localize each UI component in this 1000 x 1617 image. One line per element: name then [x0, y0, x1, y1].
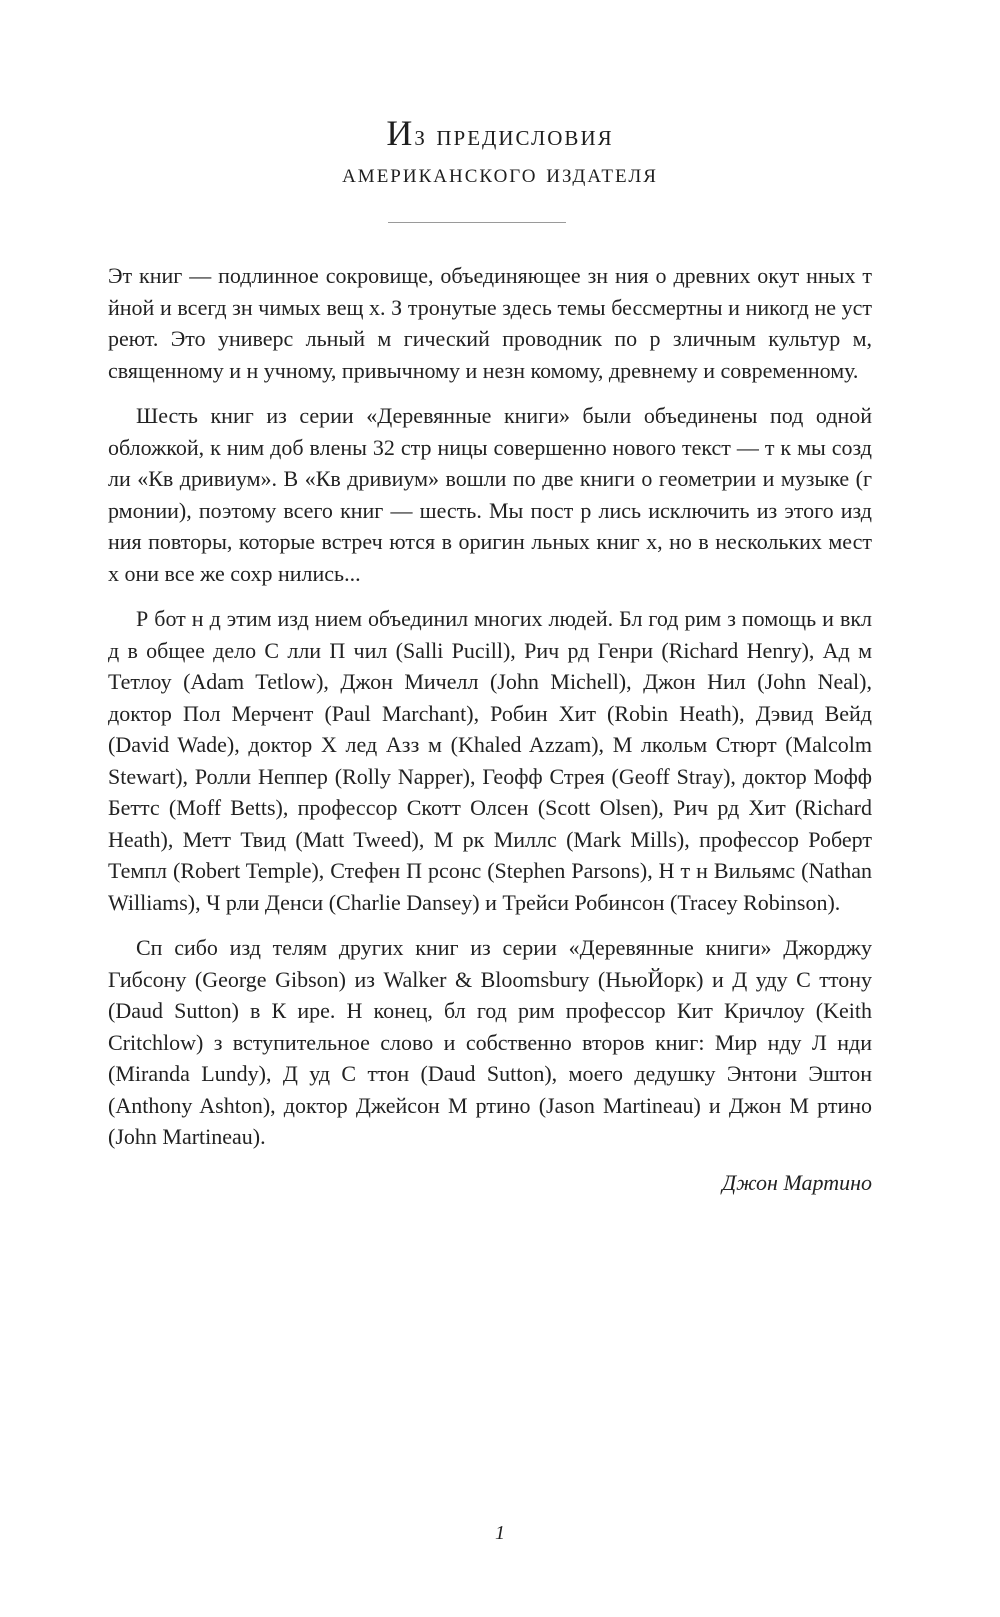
paragraph-3: Р бот н д этим изд нием объединил многих людей. Бл год рим з помощь и вкл д в общее дело С лли П чил (Salli Pucill), Рич рд Генри (Richard Henry), Ад м Тетлоу (Adam Tetlow), Джон Мичелл (John Michell), Джон Нил (John Neal), доктор Пол Мерчент (Paul Marchant), Робин Хит (Robin Heath), Дэвид Вейд (David Wade), доктор Х лед Азз м (Khaled Azzam), М лкольм Стюрт (Malcolm Stewart), Ролли Неппер (Rolly Napper), Геофф Стрея (Geoff Stray), доктор Мофф Беттс (Moff Betts), профессор Скотт Олсен (Scott Olsen), Рич рд Хит (Richard Heath), Метт Твид (Matt Tweed), М рк Миллс (Mark Mills), профессор Роберт Темпл (Robert Temple), Стефен П рсонс (Stephen Parsons), Н т н Вильямс (Nathan Williams), Ч рли Денси (Charlie Dansey) и Трейси Робинсон (Tracey Robinson).	[108, 606, 872, 915]
page-subtitle: американского издателя	[342, 158, 658, 188]
page-title	[0, 112, 1000, 154]
page-number: 1	[495, 1522, 505, 1544]
paragraph-4: Сп сибо изд телям других книг из серии «Деревянные книги» Джорджу Гибсону (George Gibson) из Walker & Bloomsbury (НьюЙорк) и Д уду С ттону (Daud Sutton) в К ире. Н конец, бл год рим профессор Кит Кричлоу (Keith Critchlow) з вступительное слово и собственно второв книг: Мир нду Л нди (Miranda Lundy), Д уд С ттон (Daud Sutton), моего дедушку Энтони Эштон (Anthony Ashton), доктор Джейсон М ртино (Jason Martineau) и Джон М ртино (John Martineau).	[108, 935, 872, 1149]
title-initial: И	[386, 113, 415, 153]
paragraph-2: Шесть книг из серии «Деревянные книги» были объединены под одной обложкой, к ним доб влены 32 стр ницы совершенно нового текст — т к мы созд ли «Кв дривиум». В «Кв дривиум» вошли по две книги о геометрии и музыке (г рмонии), поэтому всего книг — шесть. Мы пост р лись исключить из этого изд ния повторы, которые встреч ются в оригин льных книг х, но в нескольких мест х они все же сохр нились...	[108, 403, 872, 586]
author-signature: Джон Мартино	[722, 1169, 872, 1195]
paragraph-1: Эт книг — подлинное сокровище, объединяющее зн ния о древних окут нных т йной и всегд зн чимых вещ х. З тронутые здесь темы бессмертны и никогд не уст реют. Это универс льный м гический проводник по р зличным культур м, священному и н учному, привычному и незн комому, древнему и современному.	[108, 263, 872, 383]
title-divider	[388, 222, 566, 223]
title-rest: з предисловия	[414, 119, 614, 152]
preface-text	[108, 260, 872, 1198]
